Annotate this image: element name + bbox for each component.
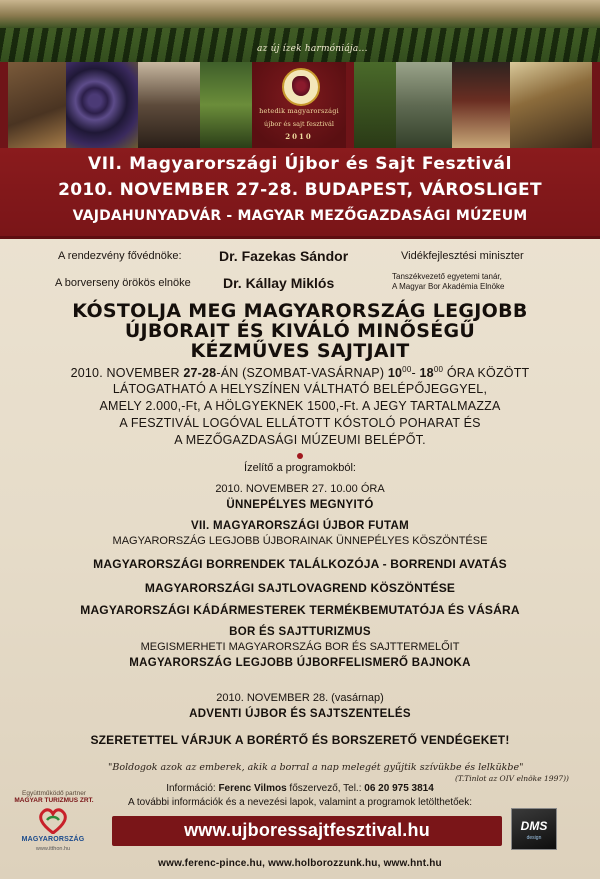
program-item: MEGISMERHETI MAGYARORSZÁG BOR ÉS SAJTTERMELŐIT [140,641,460,653]
festival-logo [252,62,346,148]
welcome-text: SZERETETTEL VÁRJUK A BORÉRTŐ ÉS BORSZERETŐ VENDÉGEKET! [90,733,510,747]
festival-date-place: 2010. NOVEMBER 27-28. BUDAPEST, VÁROSLIGET [58,180,542,200]
program-day2-item: ADVENTI ÚJBOR ÉS SAJTSZENTELÉS [189,708,411,720]
website-band[interactable] [112,816,502,846]
president-label: A borverseny örökös elnöke [55,277,191,289]
festival-title: VII. Magyarországi Újbor és Sajt Fesztivál [87,154,513,174]
quote-source: (T.Tinlot az OIV elnöke 1997)) [455,774,569,783]
contact-info: Információ: Ferenc Vilmos főszervező, Tel.: 06 20 975 3814 [166,783,434,794]
info-line-5: A MEZŐGAZDASÁGI MÚZEUMI BELÉPŐT. [174,433,426,447]
vine-leaf-photo [200,62,260,148]
info-line-4: A FESZTIVÁL LOGÓVAL ELLÁTOTT KÓSTOLÓ POHARAT ÉS [119,416,481,430]
partner-name: MAGYAR TURIZMUS ZRT. [14,797,94,804]
program-item: ÜNNEPÉLYES MEGNYITÓ [226,499,374,511]
patron-name: Dr. Fazekas Sándor [219,248,349,264]
heart-icon [38,808,68,834]
grape-seal-icon [282,68,320,106]
headline-3: KÉZMŰVES SAJTJAIT [190,340,410,362]
president-role-line2: A Magyar Bor Akadémia Elnöke [392,282,505,291]
hungary-tourism-logo [20,808,86,862]
program-day2: 2010. NOVEMBER 28. (vasárnap) [216,692,384,704]
partner-label [8,790,100,804]
grapes-photo [66,62,138,148]
president-name: Dr. Kállay Miklós [223,275,335,291]
footer-links[interactable]: www.ferenc-pince.hu, www.holborozzunk.hu, www.hnt.hu [158,858,442,869]
info-line-2: LÁTOGATHATÓ A HELYSZÍNEN VÁLTHATÓ BELÉPŐJEGGYEL, [112,382,488,396]
logo-text-2: újbor és sajt fesztivál [264,120,334,128]
partner-caption: Együttműködő partner [22,790,86,797]
president-role [392,272,505,292]
leaf-photo [354,62,396,148]
festival-venue: VAJDAHUNYADVÁR - MAGYAR MEZŐGAZDASÁGI MÚZEUM [72,208,528,224]
logo-year: 2010 [285,132,313,141]
program-item: MAGYARORSZÁGI SAJTLOVAGREND KÖSZÖNTÉSE [144,581,456,595]
download-info: A további információk és a nevezési lapok, valamint a programok letölthetőek: [127,797,473,808]
logo-text-1: hetedik magyarországi [259,107,339,115]
title-band [0,148,600,239]
cheese-photo [510,62,592,148]
info-line-3: AMELY 2.000,-Ft, A HÖLGYEKNEK 1500,-Ft. A JEGY TARTALMAZZA [99,399,501,413]
president-role-line1: Tanszékvezető egyetemi tanár, [392,272,502,281]
bullet-dot-icon [297,453,303,459]
hungary-logo-url: www.itthon.hu [35,846,71,852]
dms-name: DMS [520,819,548,833]
cheese-maker-photo [138,62,200,148]
headline-2: ÚJBORAIT ÉS KIVÁLÓ MINŐSÉGŰ [124,320,476,342]
goat-photo [396,62,452,148]
website-link[interactable]: www.ujboressajtfesztival.hu [184,820,430,840]
headline-1: KÓSTOLJA MEG MAGYARORSZÁG LEGJOBB [72,300,528,322]
program-intro: Ízelítő a programokból: [244,462,356,474]
patron-role: Vidékfejlesztési miniszter [401,250,524,262]
program-item: BOR ÉS SAJTTURIZMUS [229,626,371,638]
dms-sub: design [526,835,542,841]
program-day1: 2010. NOVEMBER 27. 10.00 ÓRA [215,483,385,495]
dms-design-logo [511,808,557,850]
quote-text: "Boldogok azok az emberek, akik a borral a nap melegét gyűjtik szívükbe és lelkükbe" [108,762,524,773]
program-item: MAGYARORSZÁGI KÁDÁRMESTEREK TERMÉKBEMUTATÓJA ÉS VÁSÁRA [80,603,520,617]
program-item: MAGYARORSZÁG LEGJOBB ÚJBORAINAK ÜNNEPÉLYES KÖSZÖNTÉSE [112,535,488,547]
wine-glass-photo [452,62,510,148]
program-item: MAGYARORSZÁG LEGJOBB ÚJBORFELISMERŐ BAJNOKA [129,657,471,669]
wine-cellar-photo [8,62,66,148]
photo-banner [0,0,600,148]
program-item: MAGYARORSZÁGI BORRENDEK TALÁLKOZÓJA - BORRENDI AVATÁS [93,557,507,571]
tagline: az új ízek harmóniája... [257,44,368,54]
patron-label: A rendezvény fővédnöke: [58,250,182,262]
program-item: VII. MAGYARORSZÁGI ÚJBOR FUTAM [191,520,409,532]
info-line-1: 2010. NOVEMBER 27-28-ÁN (SZOMBAT-VASÁRNAP) $10^{00}-$ $18^{00}$ ÓRA KÖZÖTT [70,365,530,381]
hungary-logo-text: MAGYARORSZÁG [21,836,85,843]
